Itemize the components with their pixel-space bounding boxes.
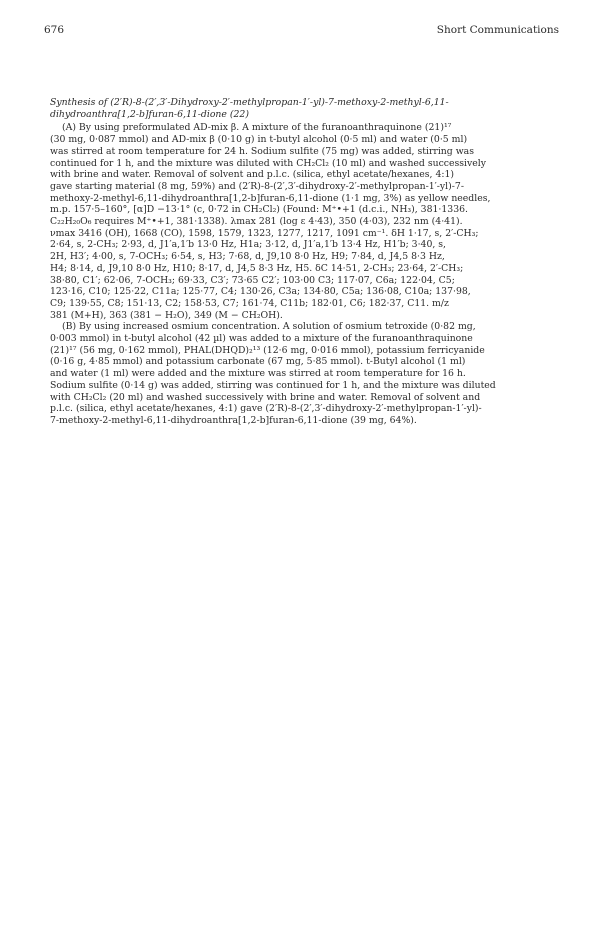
synthesis-heading	[50, 97, 554, 120]
text-line: 381 (M+H), 363 (381 − H₂O), 349 (M − CH₂OH).	[50, 309, 283, 321]
text-line: Sodium sulfite (0·14 g) was added, stirring was continued for 1 h, and the mixture was diluted	[50, 379, 496, 391]
text-line: 123·16, C10; 125·22, C11a; 125·77, C4; 130·26, C3a; 134·80, C5a; 136·08, C10a; 137·98,	[50, 286, 471, 298]
text-line: (30 mg, 0·087 mmol) and AD-mix β (0·10 g) in t-butyl alcohol (0·5 ml) and water (0·5 ml)	[50, 134, 468, 146]
text-line: νmax 3416 (OH), 1668 (CO), 1598, 1579, 1323, 1277, 1217, 1091 cm⁻¹. δH 1·17, s, 2′-CH₃;	[50, 227, 479, 239]
paragraph-method-b	[50, 321, 554, 426]
article-body	[50, 97, 554, 427]
text-line: 0·003 mmol) in t-butyl alcohol (42 µl) was added to a mixture of the furanoanthraquinone	[50, 333, 473, 345]
text-line: 2·64, s, 2-CH₃; 2·93, d, J1′a,1′b 13·0 Hz, H1a; 3·12, d, J1′a,1′b 13·4 Hz, H1′b; 3·40, s,	[50, 239, 446, 251]
text-line: (21)¹⁷ (56 mg, 0·162 mmol), PHAL(DHQD)₂¹³ (12·6 mg, 0·016 mmol), potassium ferricyanide	[50, 344, 485, 356]
text-line: p.l.c. (silica, ethyl acetate/hexanes, 4:1) gave (2′R)-8-(2′,3′-dihydroxy-2′-methylpropan-1′-yl)-	[50, 403, 482, 415]
text-line: gave starting material (8 mg, 59%) and (2′R)-8-(2′,3′-dihydroxy-2′-methylpropan-1′-yl)-7-	[50, 180, 464, 192]
text-line: and water (1 ml) were added and the mixture was stirred at room temperature for 16 h.	[50, 368, 466, 380]
text-line: 7-methoxy-2-methyl-6,11-dihydroanthra[1,2-b]furan-6,11-dione (39 mg, 64%).	[50, 414, 417, 426]
text-line: m.p. 157·5–160°, [α]D −13·1° (c, 0·72 in CH₂Cl₂) (Found: M⁺•+1 (d.c.i., NH₃), 381·1336.	[50, 204, 469, 216]
text-line: with brine and water. Removal of solvent and p.l.c. (silica, ethyl acetate/hexanes, 4:1)	[50, 169, 455, 181]
heading-line: Synthesis of (2′R)-8-(2′,3′-Dihydroxy-2′-methylpropan-1′-yl)-7-methoxy-2-methyl-6,11-	[50, 97, 449, 108]
running-title: Short Communications	[436, 24, 559, 36]
text-line: methoxy-2-methyl-6,11-dihydroanthra[1,2-b]furan-6,11-dione (1·1 mg, 3%) as yellow needles,	[50, 192, 491, 204]
text-line: 38·80, C1′; 62·06, 7-OCH₃; 69·33, C3′; 73·65 C2′; 103·00 C3; 117·07, C6a; 122·04, C5;	[50, 274, 455, 286]
page-number: 676	[44, 24, 65, 36]
heading-line: dihydroanthra[1,2-b]furan-6,11-dione (22)	[50, 108, 249, 120]
text-line: (A) By using preformulated AD-mix β. A mixture of the furanoanthraquinone (21)¹⁷	[62, 122, 452, 134]
page-header	[44, 24, 559, 40]
text-line: with CH₂Cl₂ (20 ml) and washed successively with brine and water. Removal of solvent and	[50, 391, 481, 403]
text-line: 2H, H3′; 4·00, s, 7-OCH₃; 6·54, s, H3; 7·68, d, J9,10 8·0 Hz, H9; 7·84, d, J4,5 8·3 Hz,	[50, 251, 445, 263]
paragraph-method-a	[50, 122, 554, 321]
text-line: C9; 139·55, C8; 151·13, C2; 158·53, C7; 161·74, C11b; 182·01, C6; 182·37, C11. m/z	[50, 297, 449, 309]
text-line: C₂₂H₂₀O₆ requires M⁺•+1, 381·1338). λmax 281 (log ε 4·43), 350 (4·03), 232 nm (4·41).	[50, 216, 463, 228]
text-line: was stirred at room temperature for 24 h. Sodium sulfite (75 mg) was added, stirring was	[50, 145, 474, 157]
text-line: (0·16 g, 4·85 mmol) and potassium carbonate (67 mg, 5·85 mmol). t-Butyl alcohol (1 ml)	[50, 356, 466, 368]
text-line: H4; 8·14, d, J9,10 8·0 Hz, H10; 8·17, d, J4,5 8·3 Hz, H5. δC 14·51, 2-CH₃; 23·64, 2′-CH₃;	[50, 262, 464, 274]
text-line: continued for 1 h, and the mixture was diluted with CH₂Cl₂ (10 ml) and washed successively	[50, 157, 487, 169]
text-line: (B) By using increased osmium concentration. A solution of osmium tetroxide (0·82 mg,	[62, 321, 476, 333]
